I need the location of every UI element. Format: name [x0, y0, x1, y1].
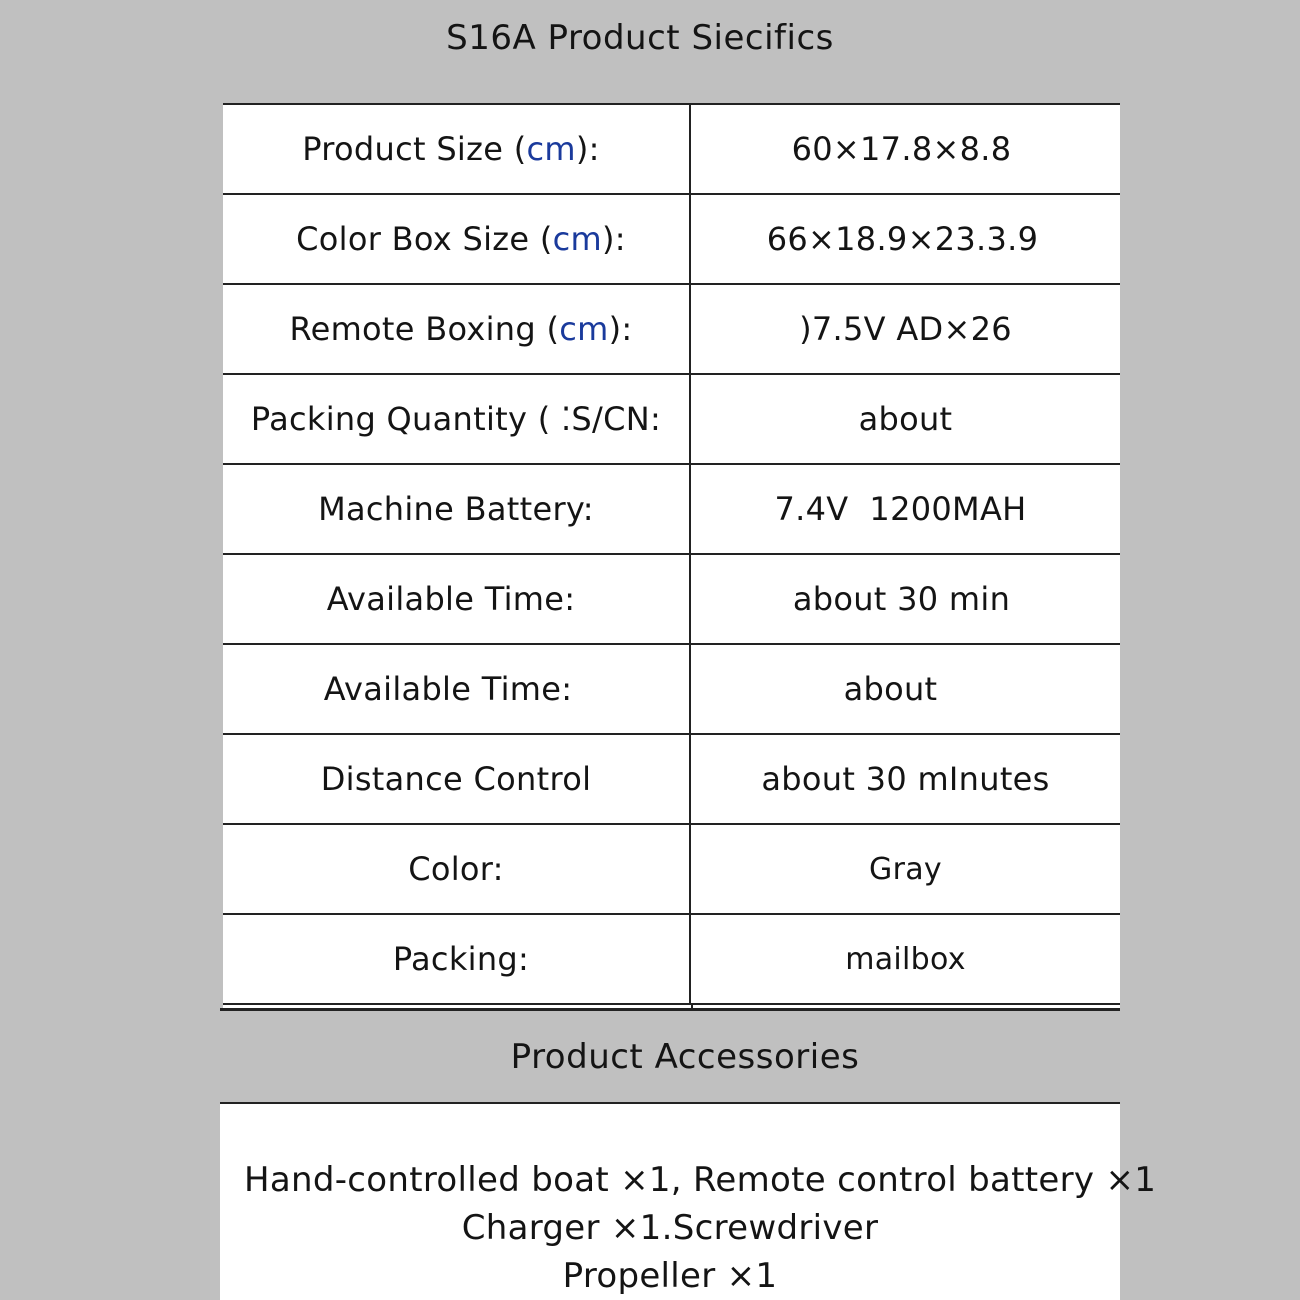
spec-row-color-box-size: [223, 195, 1120, 285]
spec-label: Machine Battery:: [223, 465, 691, 553]
spec-label: Available Time:: [223, 645, 691, 733]
accessory-line: Propeller ×1: [562, 1256, 778, 1296]
label-suffix: ):: [608, 310, 633, 348]
spec-label: Remote Boxing ( cm ):: [223, 285, 691, 373]
spec-value: mailbox: [845, 941, 966, 977]
spec-label: Color:: [223, 825, 691, 913]
spec-row-product-size: [223, 105, 1120, 195]
accessories-section: [220, 1008, 1157, 1300]
spec-label: Packing Quantity ( ⁚S/CN:: [223, 375, 691, 463]
spec-row-color: [223, 825, 1120, 915]
spec-row-machine-battery: [223, 465, 1120, 555]
spec-row-packing: [223, 915, 1120, 1005]
spec-row-available-time: [223, 555, 1120, 645]
spec-value: 60×17.8×8.8: [791, 130, 1012, 168]
spec-value: Gray: [869, 851, 942, 887]
spec-row-packing-quantity: [223, 375, 1120, 465]
spec-value: about 30 mInutes: [761, 760, 1050, 798]
spec-value: about: [858, 400, 953, 438]
spec-table: [223, 103, 1120, 1011]
spec-label: Available Time:: [223, 555, 691, 643]
spec-label: Color Box Size ( cm ):: [223, 195, 691, 283]
label-suffix: ):: [575, 130, 600, 168]
spec-value: 66×18.9×23.3.9: [766, 220, 1039, 258]
accessory-line: Hand-controlled boat ×1, Remote control battery ×1: [244, 1160, 1157, 1200]
label-text: Color Box Size: [296, 220, 530, 258]
unit-text: cm: [559, 310, 609, 348]
label-text: Remote Boxing: [289, 310, 536, 348]
unit-text: cm: [526, 130, 576, 168]
spec-value: about: [843, 670, 938, 708]
spec-row-available-time-2: [223, 645, 1120, 735]
spec-label: Packing:: [223, 915, 691, 1003]
spec-row-distance-control: [223, 735, 1120, 825]
accessories-list: [220, 1104, 1157, 1300]
page-title: S16A Product Siecifics: [446, 18, 834, 58]
label-text: Product Size: [302, 130, 504, 168]
label-suffix: ):: [602, 220, 626, 258]
spec-value: )7.5V AD×26: [799, 310, 1012, 348]
spec-row-remote-boxing: [223, 285, 1120, 375]
spec-value: 7.4V 1200MAH: [774, 490, 1027, 528]
accessories-heading: Product Accessories: [220, 1008, 1120, 1104]
spec-label: Product Size ( cm ):: [223, 105, 691, 193]
accessory-line: Charger ×1.Screwdriver: [461, 1208, 879, 1248]
spec-label: Distance Control: [223, 735, 691, 823]
spec-value: about 30 min: [792, 580, 1011, 618]
unit-text: cm: [552, 220, 603, 258]
